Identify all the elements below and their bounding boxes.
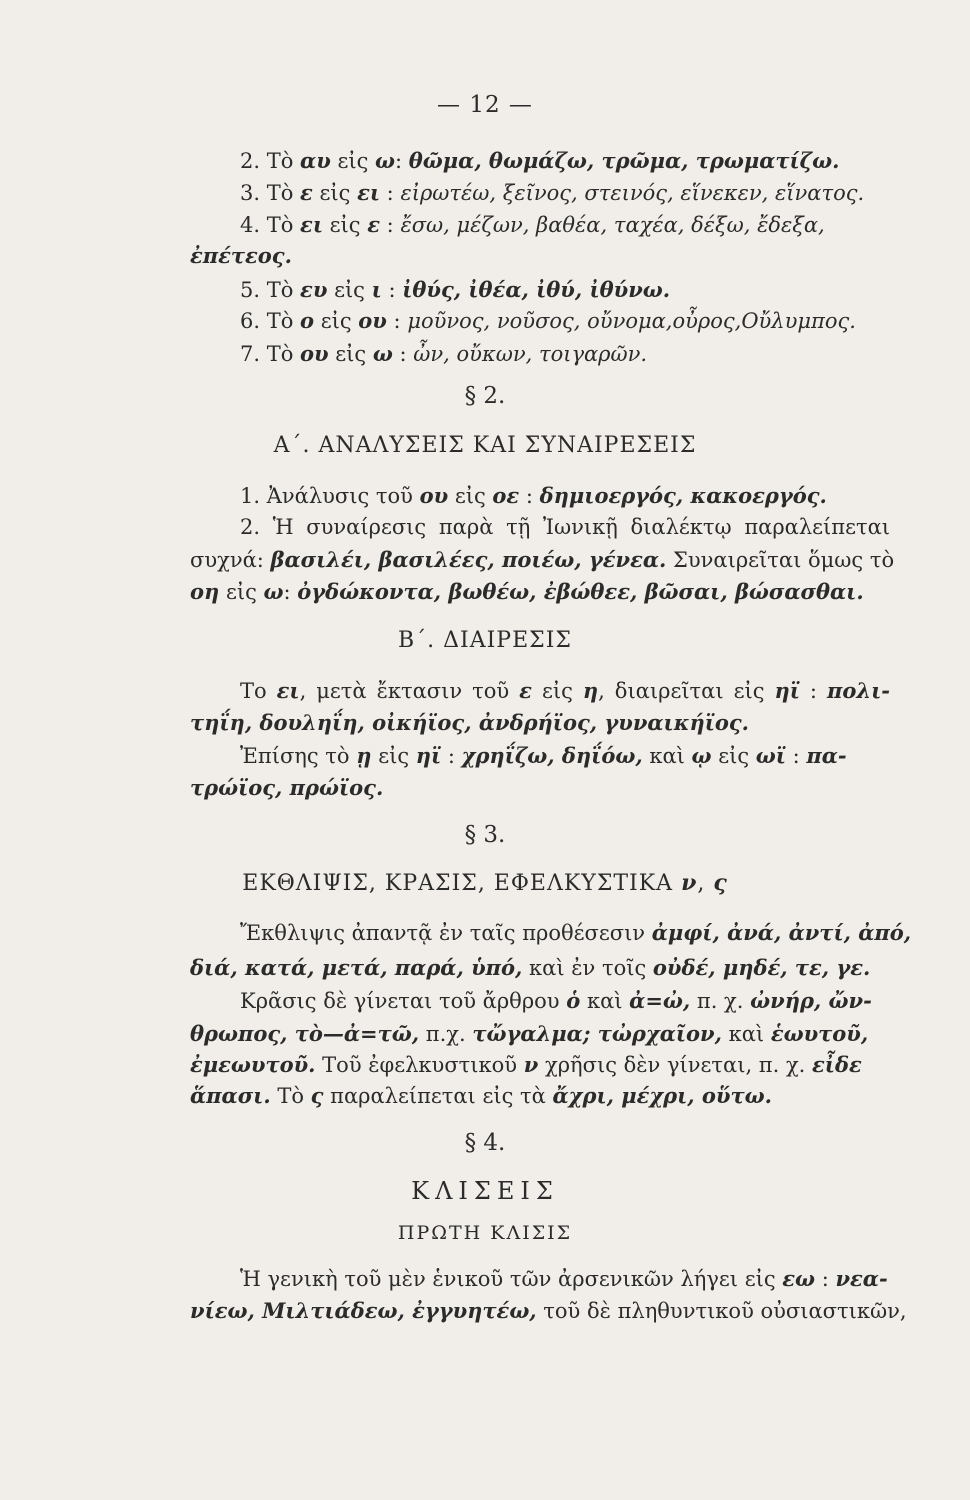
paragraph-ekthlipsis-line2: διά, κατά, μετά, παρά, ὑπό, καὶ ἐν τοῖς οὐδέ, μηδέ, τε, γε.	[190, 955, 871, 980]
list-item-6: 6. Τὸ ο εἰς ου : μοῦνος, νοῦσος, οὔνομα,οὖρος,Οὔλυμπος.	[240, 308, 856, 333]
paragraph-geniki-line1: Ἡ γενικὴ τοῦ μὲν ἑνικοῦ τῶν ἀρσενικῶν λήγει εἰς εω : νεα-	[240, 1266, 888, 1291]
list-item-3: 3. Τὸ ε εἰς ει : εἰρωτέω, ξεῖνος, στεινός, εἵνεκεν, εἵνατος.	[240, 180, 865, 205]
heading-diairesis: Β΄. ΔΙΑΙΡΕΣΙΣ	[398, 628, 572, 653]
list-item-4-cont: ἐπέτεος.	[190, 243, 292, 268]
heading-analyseis: Α΄. ΑΝΑΛΥΣΕΙΣ ΚΑΙ ΣΥΝΑΙΡΕΣΕΙΣ	[273, 433, 697, 458]
list-item-5: 5. Τὸ ευ εἰς ι : ἰθύς, ἰθέα, ἰθύ, ἰθύνω.	[240, 277, 671, 302]
section-marker-4: § 4.	[464, 1130, 506, 1156]
list-item-2: 2. Τὸ αυ εἰς ω: θῶμα, θωμάζω, τρῶμα, τρωματίζω.	[240, 148, 840, 173]
paragraph-geniki-line2: νίεω, Μιλτιάδεω, ἐγγυητέω, τοῦ δὲ πληθυντικοῦ οὐσιαστικῶν,	[190, 1298, 907, 1323]
page-number: — 12 —	[437, 92, 533, 118]
paragraph-krasis-line4: ἅπασι. Τὸ ς παραλείπεται εἰς τὰ ἄχρι, μέχρι, οὕτω.	[190, 1083, 772, 1108]
section-marker-2: § 2.	[464, 383, 506, 409]
paragraph-krasis-line1: Κρᾶσις δὲ γίνεται τοῦ ἄρθρου ὁ καὶ ἀ=ὠ, π. χ. ὠνήρ, ὤν-	[240, 988, 872, 1013]
paragraph-diairesis-line2: τηΐη, δουληΐη, οἰκήϊος, ἀνδρήϊος, γυναικήϊος.	[190, 710, 749, 735]
paragraph-synairesis-line3: οη εἰς ω: ὀγδώκοντα, βωθέω, ἐβώθεε, βῶσαι, βώσασθαι.	[190, 579, 864, 604]
paragraph-ekthlipsis-line1: Ἔκθλιψις ἀπαντᾷ ἐν ταῖς προθέσεσιν ἀμφί, ἀνά, ἀντί, ἀπό,	[240, 920, 912, 945]
section-marker-3: § 3.	[464, 822, 506, 848]
paragraph-epishs-line2: τρώϊος, πρώϊος.	[190, 775, 384, 800]
list-item-4: 4. Τὸ ει εἰς ε : ἔσω, μέζων, βαθέα, ταχέα, δέξω, ἔδεξα,	[240, 212, 825, 237]
paragraph-krasis-line3: ἐμεωυτοῦ. Τοῦ ἐφελκυστικοῦ ν χρῆσις δὲν γίνεται, π. χ. εἶδε	[190, 1052, 862, 1077]
paragraph-epishs-line1: Ἐπίσης τὸ ῃ εἰς ηϊ : χρηΐζω, δηΐόω, καὶ ῳ εἰς ωϊ : πα-	[240, 743, 847, 768]
paragraph-synairesis-line2: συχνά: βασιλέι, βασιλέες, ποιέω, γένεα. Συναιρεῖται ὅμως τὸ	[190, 547, 895, 572]
heading-ekthlipsis: ΕΚΘΛΙΨΙΣ, ΚΡΑΣΙΣ, ΕΦΕΛΚΥΣΤΙΚΑ ν, ς	[242, 870, 728, 896]
paragraph-synairesis-line1: 2. Ἡ συναίρεσις παρὰ τῇ Ἰωνικῇ διαλέκτῳ παραλείπεται	[240, 515, 890, 539]
paragraph-analysis-1: 1. Ἀνάλυσις τοῦ ου εἰς οε : δημιοεργός, κακοεργός.	[240, 483, 827, 508]
heading-klisis: ΚΛΙΣΕΙΣ	[411, 1177, 559, 1205]
paragraph-krasis-line2: θρωπος, τὸ—ἀ=τῶ, π.χ. τὤγαλμα; τὠρχαῖον, καὶ ἑωυτοῦ,	[190, 1021, 869, 1046]
paragraph-diairesis-line1: Το ει, μετὰ ἔκτασιν τοῦ ε εἰς η, διαιρεῖται εἰς ηϊ : πολι-	[240, 678, 890, 703]
heading-proti-klisis: ΠΡΩΤΗ ΚΛΙΣΙΣ	[397, 1222, 573, 1244]
list-item-7: 7. Τὸ ου εἰς ω : ὦν, οὔκων, τοιγαρῶν.	[240, 341, 648, 366]
